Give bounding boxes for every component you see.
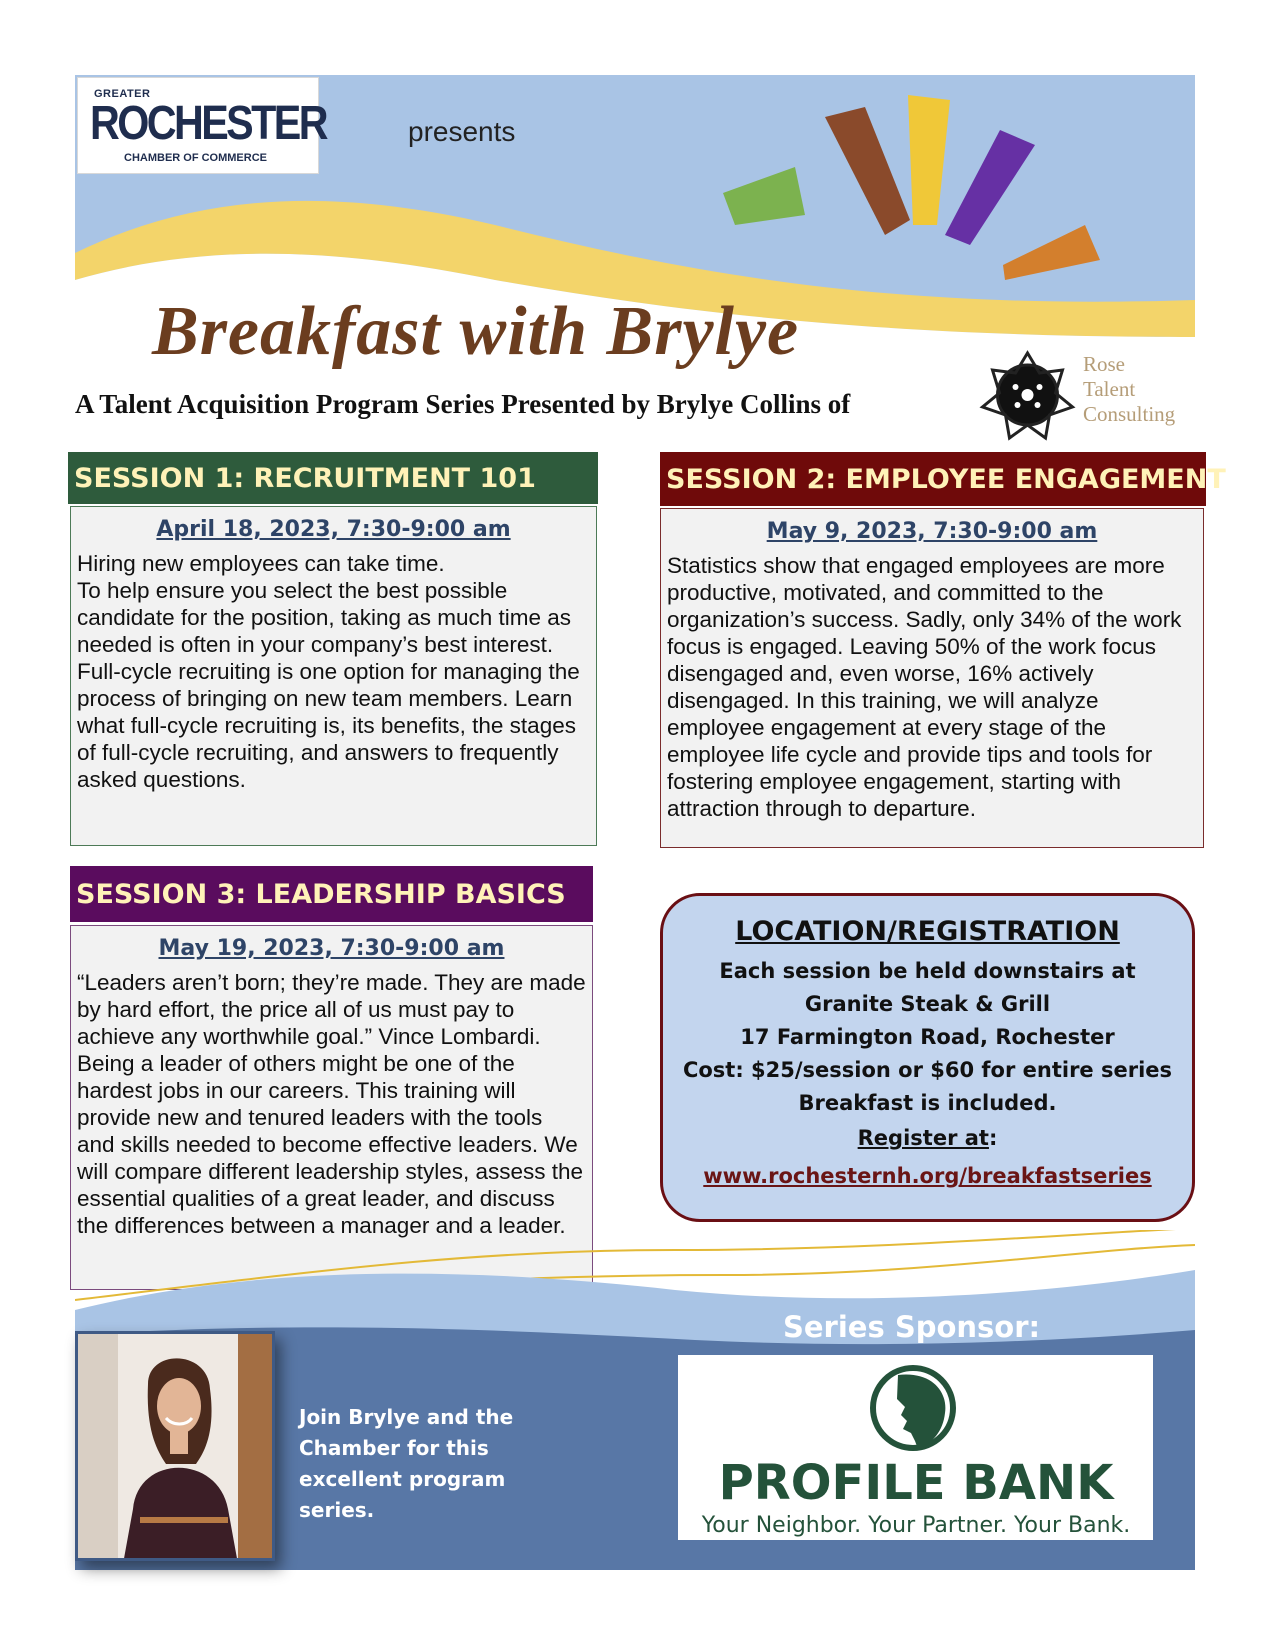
rose-line-2: Talent [1083, 377, 1136, 401]
session-3-date: May 19, 2023, 7:30-9:00 am [158, 936, 505, 961]
registration-link[interactable]: www.rochesternh.org/breakfastseries [703, 1164, 1152, 1188]
location-address: 17 Farmington Road, Rochester [740, 1025, 1115, 1049]
session-2-panel [660, 508, 1204, 848]
rose-line-1: Rose [1083, 352, 1125, 376]
join-invitation-text: Join Brylye and the Chamber for this excellent program series. [299, 1405, 514, 1522]
register-label-row [663, 1126, 1192, 1150]
session-2-heading: SESSION 2: EMPLOYEE ENGAGEMENT [660, 452, 1206, 506]
sponsor-heading: Series Sponsor: [783, 1310, 1041, 1344]
rose-talent-logo-text [1083, 352, 1175, 427]
presenter-photo-image [78, 1334, 275, 1561]
presents-text: presents [408, 116, 516, 147]
profile-bank-head-icon [863, 1363, 963, 1453]
location-title: LOCATION/REGISTRATION [735, 916, 1120, 947]
presenter-photo [75, 1331, 275, 1561]
session-3-description: “Leaders aren’t born; they’re made. They are made by hard effort, the price all of us must pay to achieve any worthwhile goal.” Vince Lombardi. Being a leader of others might be one of the hardest jobs in our careers. This training will provide new and tenured leaders with the tools and skills needed to become effective leaders. We will compare different leadership styles, assess the essential qualities of a great leader, and discuss the differences between a manager and a leader. [77, 970, 586, 1238]
rose-talent-logo-icon [975, 345, 1080, 445]
logo-greater-text: GREATER [94, 88, 151, 100]
session-1-description: Hiring new employees can take time. To help ensure you select the best possible candidate for the position, taking as much time as needed is often in your company’s best interest. Full-cycle recruiting is one option for managing the process of bringing on new team members. Learn what full-cycle recruiting is, its benefits, the stages of full-cycle recruiting, and answers to frequently asked questions. [77, 551, 580, 792]
location-cost: Cost: $25/session or $60 for entire series [682, 1058, 1173, 1082]
rose-line-3: Consulting [1083, 402, 1176, 426]
session-1-panel [70, 506, 597, 846]
session-3-heading: SESSION 3: LEADERSHIP BASICS [70, 866, 593, 922]
session-1-heading: SESSION 1: RECRUITMENT 101 [68, 452, 598, 504]
register-colon: : [988, 1126, 998, 1150]
sponsor-logo [678, 1355, 1153, 1540]
logo-rochester-text: ROCHESTER [90, 97, 326, 150]
location-registration-panel [660, 893, 1195, 1222]
bank-name: PROFILE BANK [718, 1455, 1114, 1511]
chamber-logo [77, 77, 326, 174]
page-title: Breakfast with Brylye [152, 293, 800, 370]
location-breakfast-note: Breakfast is included. [798, 1091, 1057, 1115]
location-venue: Granite Steak & Grill [804, 992, 1051, 1016]
register-label: Register at [857, 1126, 989, 1150]
bank-tagline: Your Neighbor. Your Partner. Your Bank. [701, 1513, 1131, 1538]
page-subtitle: A Talent Acquisition Program Series Presented by Brylye Collins of [75, 389, 851, 419]
logo-chamber-text: CHAMBER OF COMMERCE [124, 152, 267, 164]
session-2-date: May 9, 2023, 7:30-9:00 am [766, 519, 1098, 544]
session-2-description: Statistics show that engaged employees are more productive, motivated, and committed to the organization’s success. Sadly, only 34% of the work focus is engaged. Leaving 50% of the work focus disengaged and, even worse, 16% actively disengaged. In this training, we will analyze employee engagement at every stage of the employee life cycle and provide tips and tools for fostering employee engagement, starting with attraction through to departure. [667, 553, 1182, 821]
session-1-date: April 18, 2023, 7:30-9:00 am [156, 517, 511, 542]
location-line-1: Each session be held downstairs at [719, 959, 1136, 983]
